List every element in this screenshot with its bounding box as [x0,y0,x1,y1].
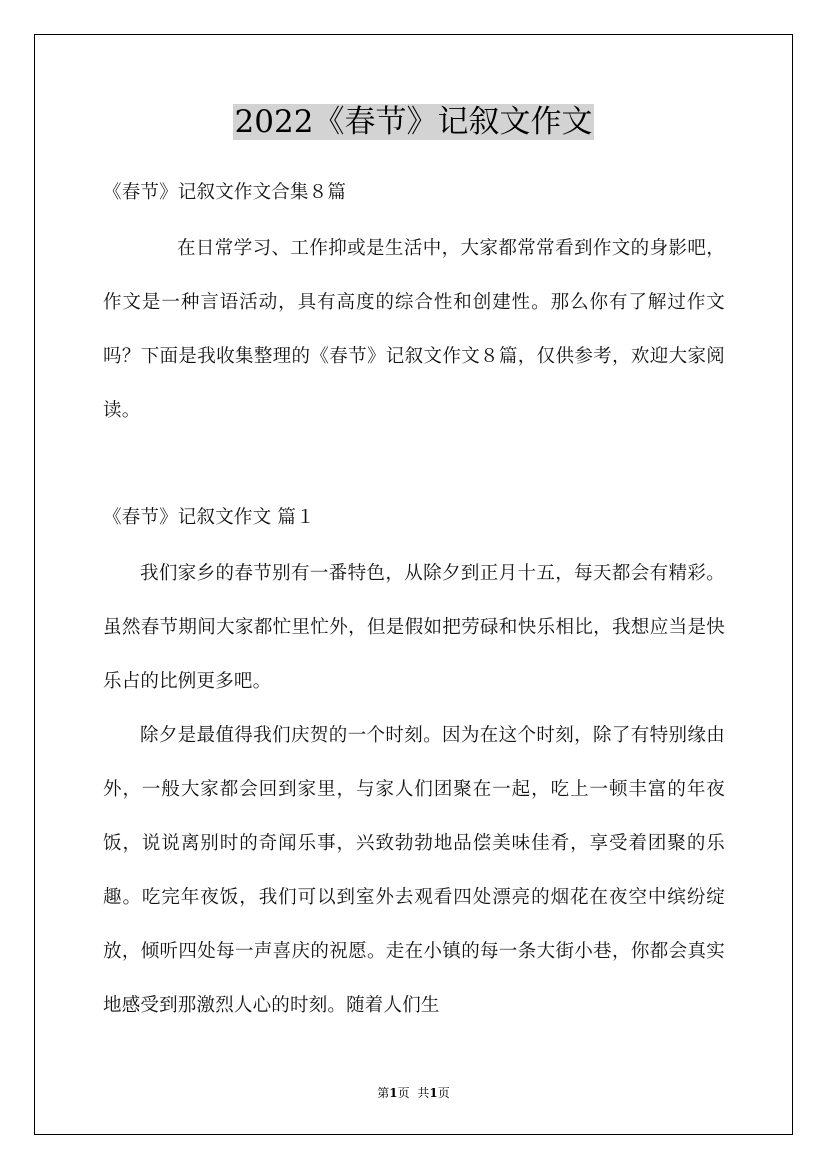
footer-page-suffix: 页 [397,1086,410,1100]
body-paragraph-1: 我们家乡的春节别有一番特色，从除夕到正月十五，每天都会有精彩。虽然春节期间大家都忙里忙外，但是假如把劳碌和快乐相比，我想应当是快乐占的比例更多吧。 [103,563,725,692]
document-title-text: 2022《春节》记叙文作文 [234,104,593,140]
section-heading: 《春节》记叙文作文 篇１ [103,507,315,528]
footer-page-number: 1 [389,1086,398,1100]
document-title [0,103,827,141]
footer-total-suffix: 页 [437,1086,450,1100]
footer-total-pages: 1 [429,1086,438,1100]
body-paragraph-2: 除夕是最值得我们庆贺的一个时刻。因为在这个时刻，除了有特别缘由外，一般大家都会回到家里，与家人们团聚在一起，吃上一顿丰富的年夜饭，说说离别时的奇闻乐事，兴致勃勃地品偿美味佳肴，享受着团聚的乐趣。吃完年夜饭，我们可以到室外去观看四处漂亮的烟花在夜空中缤纷绽放，倾听四处每一声喜庆的祝愿。走在小镇的每一条大街小巷，你都会真实地感受到那激烈人心的时刻。随着人们生 [103,725,725,1016]
page-footer [0,1084,827,1101]
footer-total-prefix: 共 [417,1086,430,1100]
footer-page-prefix: 第 [377,1086,390,1100]
intro-paragraph: 在日常学习、工作抑或是生活中，大家都常常看到作文的身影吧，作文是一种言语活动，具有高度的综合性和创建性。那么你有了解过作文吗？下面是我收集整理的《春节》记叙文作文８篇，仅供参考，欢迎大家阅读。 [103,238,725,421]
document-subtitle: 《春节》记叙文作文合集８篇 [103,182,347,203]
